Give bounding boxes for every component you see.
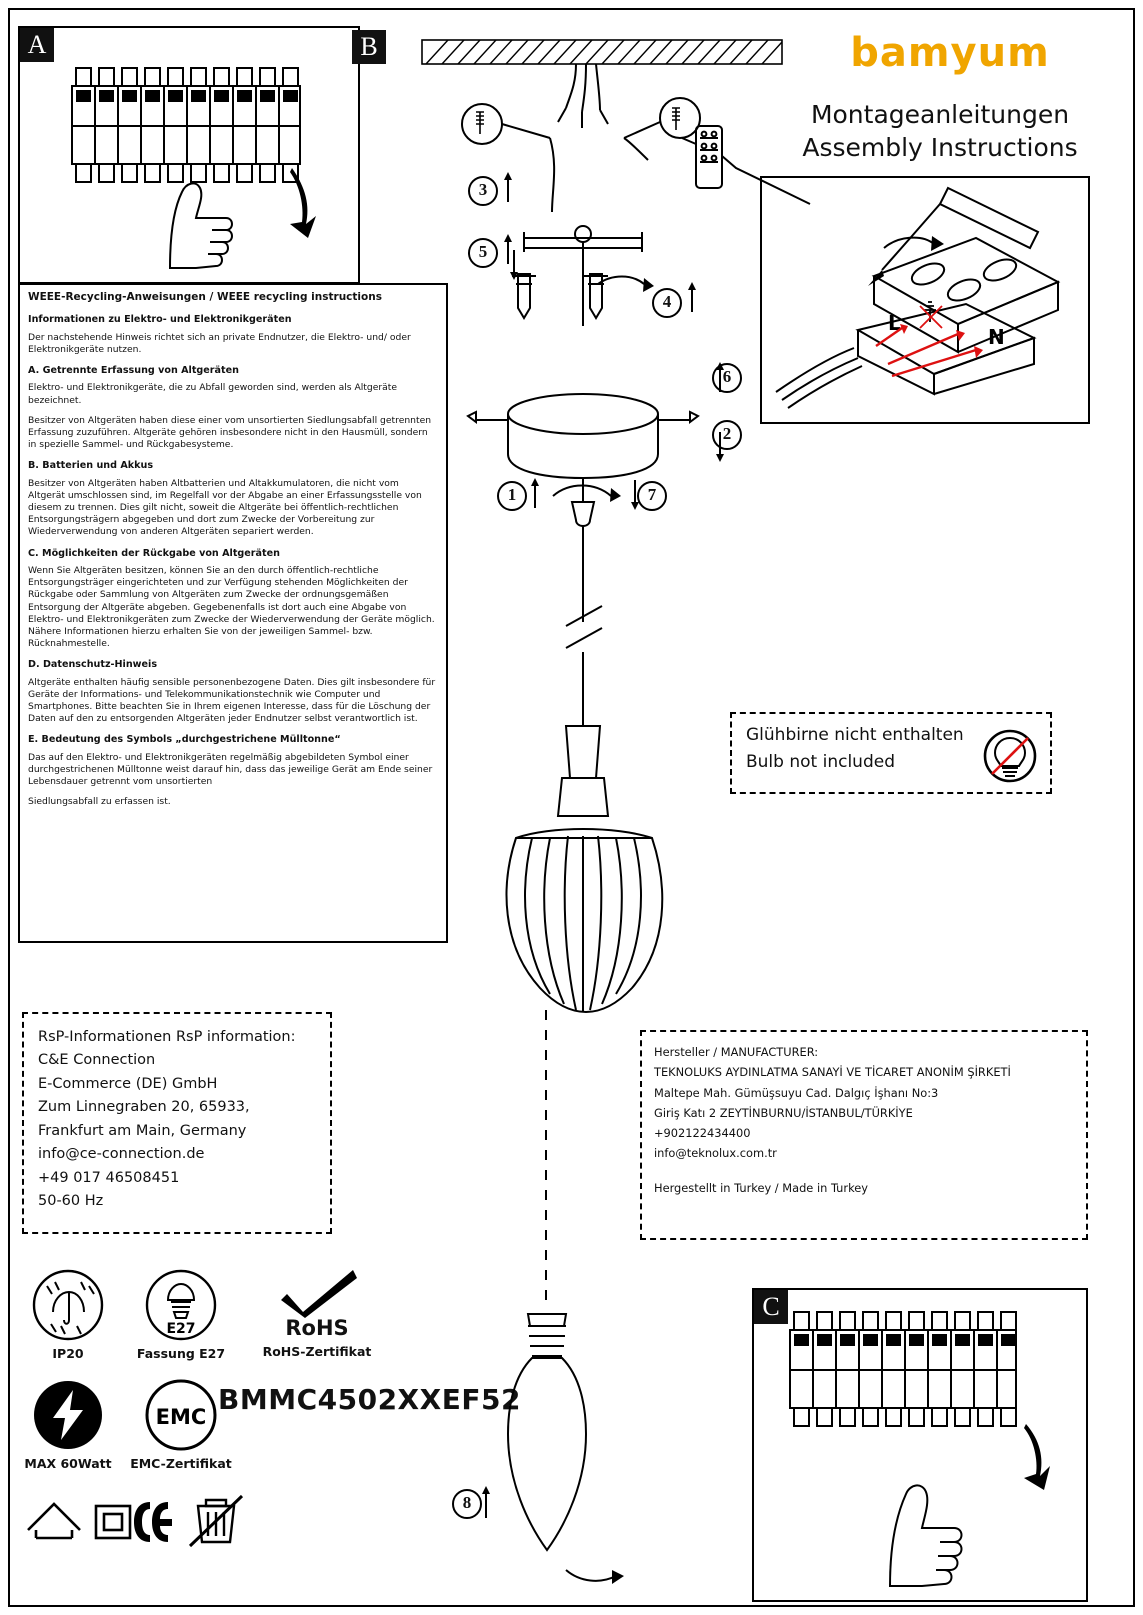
weee-title: WEEE-Recycling-Anweisungen / WEEE recycling instructions [28, 291, 382, 303]
weee-section-b-heading: B. Batterien und Akkus [28, 460, 154, 472]
ip20-icon [31, 1268, 105, 1342]
manufacturer-email: info@teknolux.com.tr [654, 1146, 777, 1161]
footer-marks [22, 1480, 262, 1552]
socket-e27-icon [144, 1268, 218, 1342]
step-1-badge: 1 [497, 481, 527, 511]
ce-mark-icon [134, 1502, 172, 1542]
manufacturer-origin: Hergestellt in Turkey / Made in Turkey [654, 1180, 869, 1195]
weee-section-d-p1: Altgeräte enthalten häufig sensible personenbezogene Daten. Dies gilt insbesondere für Geräte der Informations- und Telekommunikationstechnik wie Computer und Smartphones. Bitte beachten Sie in Ihrem eigenen Interesse, dass für die Löschung der Daten auf den zu entsorgenden Altgeräten jeder Endnutzer selbst verantwortlich ist. [28, 676, 436, 725]
icon-max-watt [20, 1378, 116, 1471]
emc-inner-label: EMC [155, 1405, 207, 1429]
bulb-note-de: Glühbirne nicht enthalten [746, 725, 964, 745]
rsp-line-1: RsP-Informationen RsP information: [38, 1029, 296, 1045]
weee-section-e-heading: E. Bedeutung des Symbols „durchgestrichene Mülltonne“ [28, 734, 341, 746]
ip20-caption: IP20 [52, 1346, 84, 1361]
rohs-check-icon [269, 1268, 365, 1318]
max-watt-icon [31, 1378, 105, 1452]
max-watt-caption: MAX 60Watt [24, 1456, 112, 1471]
panel-a [18, 26, 360, 284]
step-6-badge: 6 [712, 363, 742, 393]
brand-logo: bamyum [850, 30, 1050, 76]
svg-text:N: N [988, 325, 1005, 349]
rsp-line-2: C&E Connection [38, 1052, 156, 1069]
weee-section-b-p1: Besitzer von Altgeräten haben Altbatterien und Altakkumulatoren, die nicht vom Altgerät umschlossen sind, im Regelfall vor der Abgabe an einer Erfassungsstelle von diesem zu trennen. Dies gilt nicht, soweit die Altgeräte bei öffentlich-rechtlichen Entsorgungsträgern abgegeben und dort zum Zwecke der Vorbereitung zur Wiederverwendung von anderen Altgeräten separiert werden. [28, 477, 422, 538]
rsp-email: info@ce-connection.de [38, 1146, 205, 1163]
weee-intro-text: Der nachstehende Hinweis richtet sich an private Endnutzer, die Elektro- und/ oder Elektronikgeräte nutzen. [28, 331, 411, 355]
weee-section-e-p2: Siedlungsabfall zu erfassen ist. [28, 796, 171, 808]
icon-ip20 [20, 1268, 116, 1361]
weee-section-c-p1: Wenn Sie Altgeräten besitzen, können Sie an den durch öffentlich-rechtliche Entsorgungsträger eingerichteten und zur Verfügung stehenden Möglichkeiten der Rückgabe oder Sammlung von Altgeräten zum Zwecke der ordnungsgemäßen Entsorgung der Altgeräte abgeben. Gegebenenfalls ist dort auch eine Abgabe von Elektro- und Elektronikgeräten zum Zwecke der Wiederverwendung der Geräte möglich. Nähere Informationen hierzu erhalten Sie von der jeweiligen Sammel- bzw. Rücknahmestelle. [28, 565, 435, 650]
title-english: Assembly Instructions [802, 133, 1078, 162]
step-3-badge: 3 [468, 176, 498, 206]
panel-b-label: B [352, 30, 386, 64]
panel-c-diagram [754, 1290, 1086, 1600]
step-2-badge: 2 [712, 420, 742, 450]
weee-section-d-heading: D. Datenschutz-Hinweis [28, 659, 158, 671]
title-german: Montageanleitungen [810, 100, 1070, 129]
terminal-closeup-panel [760, 176, 1090, 424]
step-5-badge: 5 [468, 238, 498, 268]
manufacturer-heading: Hersteller / MANUFACTURER: [654, 1045, 819, 1059]
manufacturer-box [640, 1030, 1088, 1240]
panel-a-diagram [20, 28, 358, 282]
rsp-phone: +49 017 46508451 [38, 1169, 180, 1186]
bulb-crossed-icon [982, 728, 1038, 784]
icon-socket-e27 [126, 1268, 236, 1361]
panel-c [752, 1288, 1088, 1602]
socket-e27-inner-label: E27 [166, 1321, 196, 1337]
manufacturer-company: TEKNOLUKS AYDINLATMA SANAYİ VE TİCARET ANONİM ŞİRKETİ [654, 1065, 1011, 1080]
step-8-badge: 8 [452, 1489, 482, 1519]
bulb-note-en: Bulb not included [746, 751, 895, 772]
double-insulation-icon [96, 1506, 130, 1538]
step-4-badge: 4 [652, 288, 682, 318]
bulb-not-included-note [730, 712, 1052, 794]
rsp-line-5: Frankfurt am Main, Germany [38, 1122, 247, 1139]
rsp-line-3: E-Commerce (DE) GmbH [38, 1075, 218, 1092]
weee-section-e-p1: Das auf den Elektro- und Elektronikgeräten regelmäßig abgebildeten Symbol einer durchgestrichenen Mülltonne weist darauf hin, dass das jeweilige Gerät am Ende seiner Lebensdauer getrennt vom unsortierten [28, 752, 433, 788]
weee-intro-heading: Informationen zu Elektro- und Elektronikgeräten [28, 313, 292, 325]
panel-c-label: C [754, 1290, 788, 1324]
panel-a-label: A [20, 28, 54, 62]
bulb-installation-diagram [470, 1010, 690, 1600]
model-number: BMMC4502XXEF52 [218, 1383, 521, 1416]
wheelie-bin-crossed-icon [190, 1496, 242, 1546]
rsp-line-4: Zum Linnegraben 20, 65933, [38, 1099, 250, 1116]
manufacturer-address-1: Maltepe Mah. Gümüşsuyu Cad. Dalgıç İşhanı No:3 [654, 1085, 939, 1100]
terminal-closeup-diagram [762, 178, 1088, 422]
rohs-caption: RoHS-Zertifikat [262, 1344, 372, 1359]
emc-caption: EMC-Zertifikat [130, 1456, 232, 1471]
spacer [654, 1164, 1074, 1178]
weee-section-c-heading: C. Möglichkeiten der Rückgabe von Altgeräten [28, 547, 280, 559]
weee-section-a-heading: A. Getrennte Erfassung von Altgeräten [28, 364, 239, 376]
rsp-information-box [22, 1012, 332, 1234]
rohs-inner-label: RoHS [285, 1316, 349, 1340]
weee-section-a-p2: Besitzer von Altgeräten haben diese einer vom unsortierten Siedlungsabfall getrennten Erfassung zuzuführen. Altgeräte gehören insbesondere nicht in den Hausmüll, sondern in spezielle Sammel- und Rückgabesysteme. [28, 414, 432, 451]
step-1-7-arrows [525, 468, 655, 528]
weee-section-a-p1: Elektro- und Elektronikgeräte, die zu Abfall geworden sind, werden als Altgeräte bezeichnet. [28, 382, 398, 406]
step-7-badge: 7 [637, 481, 667, 511]
manufacturer-address-2: Giriş Katı 2 ZEYTİNBURNU/İSTANBUL/TÜRKİYE [654, 1105, 913, 1120]
socket-e27-caption: Fassung E27 [136, 1346, 226, 1361]
svg-text:L: L [888, 311, 901, 335]
rsp-frequency: 50-60 Hz [38, 1193, 104, 1210]
icon-rohs [252, 1268, 382, 1359]
manufacturer-phone: +902122434400 [654, 1126, 751, 1141]
emc-icon [144, 1378, 218, 1452]
class-ii-house-icon [28, 1504, 80, 1538]
